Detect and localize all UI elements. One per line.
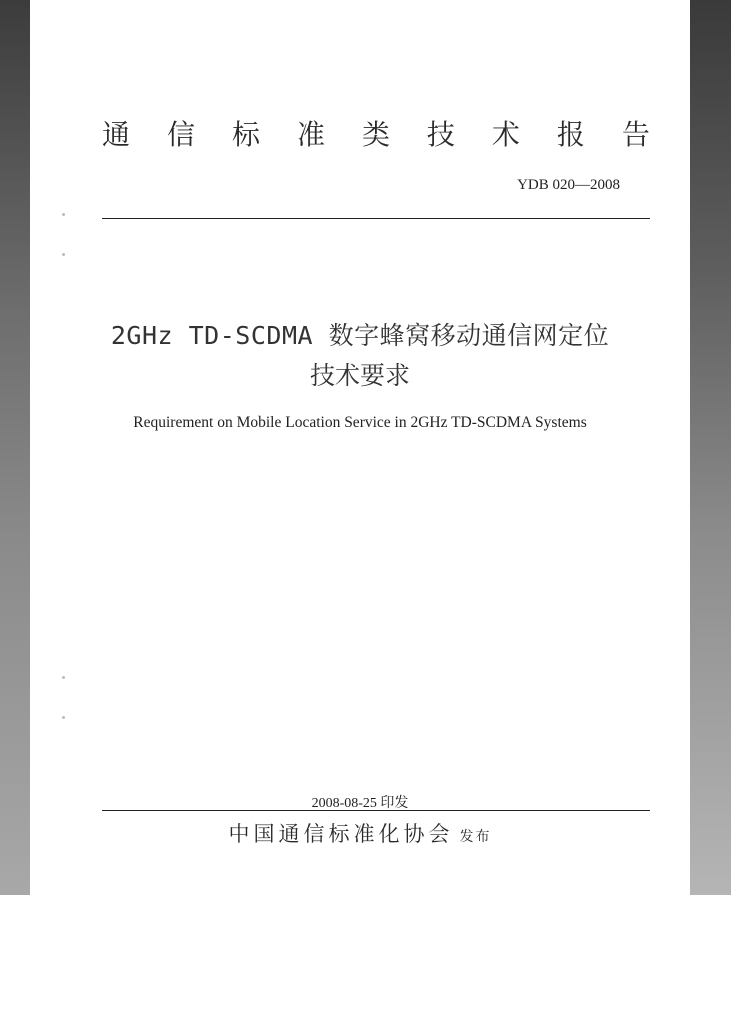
report-type-char: 术 xyxy=(491,118,520,151)
report-type-char: 告 xyxy=(621,118,650,151)
publish-label: 发布 xyxy=(459,829,492,845)
english-title: Requirement on Mobile Location Service in 2GHz TD-SCDMA Systems xyxy=(133,414,587,431)
right-scan-border xyxy=(690,0,731,895)
chinese-title-line-2: 技术要求 xyxy=(309,361,410,390)
scan-speck xyxy=(62,716,65,719)
scan-speck xyxy=(62,213,65,216)
report-type-char: 信 xyxy=(166,118,195,151)
report-type-char: 报 xyxy=(556,118,585,151)
standard-number: YDB 020—2008 xyxy=(517,177,620,193)
report-type-char: 准 xyxy=(296,118,325,151)
report-type-char: 技 xyxy=(426,118,455,151)
report-type-char: 类 xyxy=(361,118,390,151)
document-page xyxy=(30,0,690,895)
chinese-title-line-1: 2GHz TD-SCDMA 数字蜂窝移动通信网定位 xyxy=(110,321,610,350)
scan-speck xyxy=(62,676,65,679)
print-date: 2008-08-25 印发 xyxy=(311,796,409,811)
footer-divider xyxy=(102,810,650,811)
report-type-char: 通 xyxy=(102,118,131,151)
publisher-line xyxy=(30,818,690,848)
header-divider xyxy=(102,218,650,219)
scan-speck xyxy=(62,253,65,256)
report-type-char: 标 xyxy=(231,118,260,151)
left-scan-border xyxy=(0,0,30,895)
report-type-heading xyxy=(102,113,650,153)
publisher-organization: 中国通信标准化协会 xyxy=(228,822,454,846)
